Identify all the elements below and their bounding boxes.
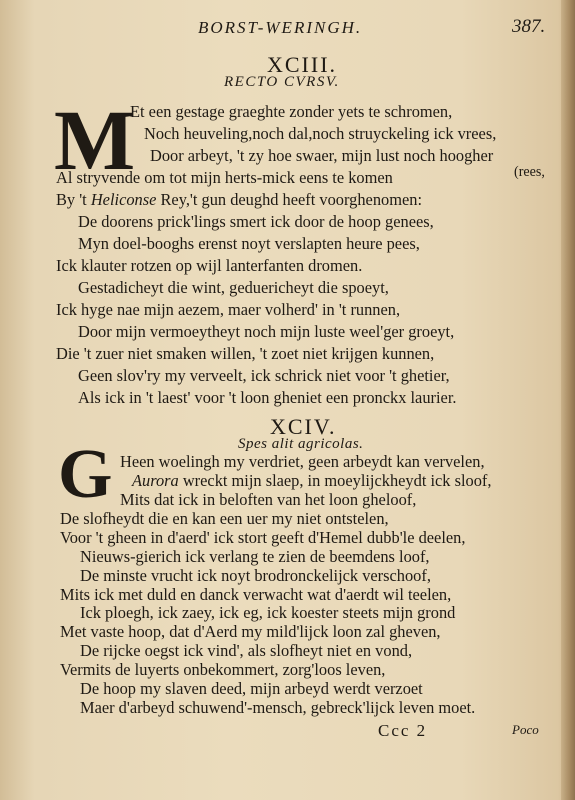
verse-line: Geen slov'ry my verveelt, ick schrick niet voor 't ghetier, xyxy=(78,366,450,385)
verse-line: De doorens prick'lings smert ick door de hoop genees, xyxy=(78,212,434,231)
verse-line: Al stryvende om tot mijn herts-mick eens te komen xyxy=(56,168,393,187)
verse-line: De minste vrucht ick noyt brodronckelijck verschoof, xyxy=(80,565,431,585)
name-heliconse: Heliconse xyxy=(90,190,157,209)
catchword: Poco xyxy=(512,722,539,737)
verse-line: Heen woelingh my verdriet, geen arbeydt kan vervelen, xyxy=(120,452,485,471)
verse-line: Voor 't gheen in d'aerd' ick stort geeft d'Hemel dubb'le deelen, xyxy=(60,527,466,547)
verse-line: Gestadicheyt die wint, geduericheyt die spoeyt, xyxy=(78,278,389,297)
verse-line: Als ick in 't laest' voor 't loon gheniet een pronckx laurier. xyxy=(78,388,457,407)
verse-line: Mits dat ick in beloften van het loon gheloof, xyxy=(120,489,417,509)
verse-line-overflow: (rees, xyxy=(514,164,545,180)
verse-line: Vermits de luyerts onbekommert, zorg'loos leven, xyxy=(60,660,386,680)
verse-line: Aurora wreckt mijn slaep, in moeylijckheydt ick sloof, xyxy=(132,470,492,490)
page-edge xyxy=(561,0,575,800)
verse-line: Maer d'arbeyd schuwend'-mensch, gebreck'lijck leven moet. xyxy=(80,698,476,717)
verse-line: Myn doel-booghs erenst noyt verslapten heure pees, xyxy=(78,234,420,253)
verse-line: Et een gestage graeghte zonder yets te schromen, xyxy=(130,102,453,121)
verse-line: Met vaste hoop, dat d'Aerd my mild'lijck loon zal gheven, xyxy=(60,622,441,642)
verse-line: Ick hyge nae mijn aezem, maer volherd' in 't runnen, xyxy=(56,300,401,319)
running-head: BORST-WERINGH. xyxy=(198,18,363,37)
page-header xyxy=(0,18,575,44)
verse-line: Noch heuveling,noch dal,noch struyckeling ick vrees, xyxy=(144,124,497,143)
name-aurora: Aurora xyxy=(132,470,179,490)
verse-line: Door arbeyt, 't zy hoe swaer, mijn lust noch hoogher xyxy=(150,146,494,165)
verse-line: Mits ick met duld en danck verwacht wat d'aerdt wil teelen, xyxy=(60,584,452,604)
verse-line: De slofheydt die en kan een uer my niet ontstelen, xyxy=(60,508,389,528)
verse-line: De hoop my slaven deed, mijn arbeyd werdt verzoet xyxy=(80,679,423,699)
verse-line: By 't Heliconse Rey,'t gun deughd heeft voorghenomen: xyxy=(56,190,422,209)
poem-number-xciv: XCIV. xyxy=(270,414,337,439)
poem-subtitle-recto-cursu: RECTO CVRSV. xyxy=(224,74,340,90)
verse-line: Ick ploegh, ick zaey, ick eg, ick koester steets mijn grond xyxy=(80,603,456,623)
verse-line: Door mijn vermoeytheyt noch mijn luste weel'ger groeyt, xyxy=(78,322,455,341)
page-number: 387. xyxy=(512,16,546,37)
verse-line: Die 't zuer niet smaken willen, 't zoet niet krijgen kunnen, xyxy=(56,344,435,363)
verse-line: Nieuws-gierich ick verlang te zien de beemdens loof, xyxy=(80,546,430,566)
verse-line: De rijcke oegst ick vind', als slofheyt niet en vond, xyxy=(80,641,413,661)
poem-subtitle-spes-alit: Spes alit agricolas. xyxy=(238,436,364,452)
verse-line: Ick klauter rotzen op wijl lanterfanten dromen. xyxy=(56,256,363,275)
signature-mark: Ccc 2 xyxy=(378,721,428,740)
poem-number-xciii: XCIII. xyxy=(267,52,338,77)
drop-cap-g: G xyxy=(58,436,113,513)
drop-cap-m: M xyxy=(54,92,136,188)
